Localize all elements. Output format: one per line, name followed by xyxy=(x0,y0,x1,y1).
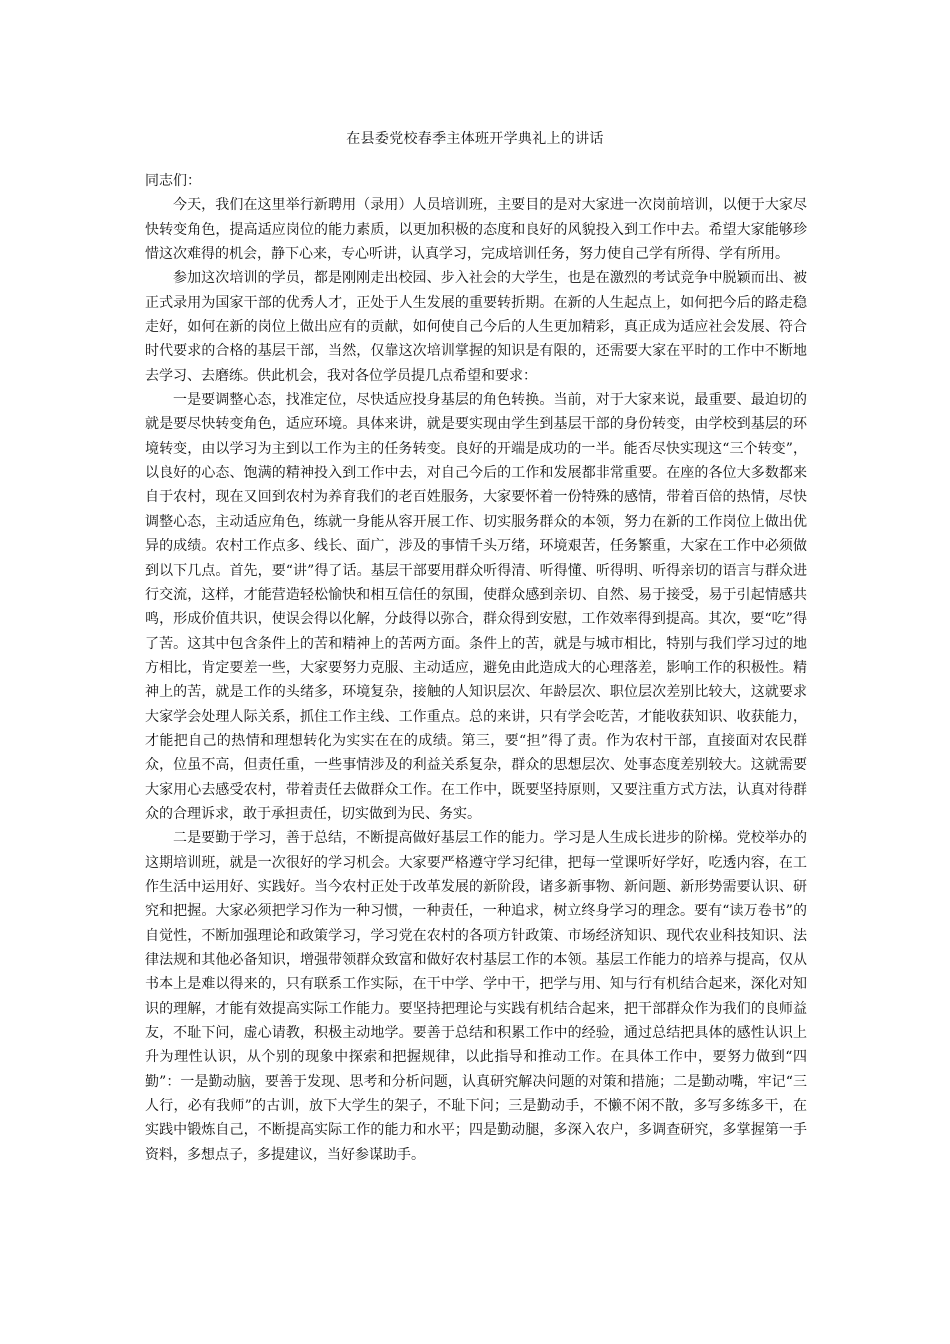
paragraph-4: 二是要勤于学习，善于总结，不断提高做好基层工作的能力。学习是人生成长进步的阶梯。党校举办的这期培训班，就是一次很好的学习机会。大家要严格遵守学习纪律，把每一堂课听好学好，吃透内容，在工作生活中运用好、实践好。当今农村正处于改革发展的新阶段，诸多新事物、新问题、新形势需要认识、研究和把握。大家必须把学习作为一种习惯，一种责任，一种追求，树立终身学习的理念。要有“读万卷书”的自觉性，不断加强理论和政策学习，学习党在农村的各项方针政策、市场经济知识、现代农业科技知识、法律法规和其他必备知识，增强带领群众致富和做好农村基层工作的本领。基层工作能力的培养与提高，仅从书本上是难以得来的，只有联系工作实际，在干中学、学中干，把学与用、知与行有机结合起来，深化对知识的理解，才能有效提高实际工作能力。要坚持把理论与实践有机结合起来，把干部群众作为我们的良师益友，不耻下问，虚心请教，积极主动地学。要善于总结和积累工作中的经验，通过总结把具体的感性认识上升为理性认识，从个别的现象中探索和把握规律，以此指导和推动工作。在具体工作中，要努力做到“四勤”：一是勤动脑，要善于发现、思考和分析问题，认真研究解决问题的对策和措施；二是勤动嘴，牢记“三人行，必有我师”的古训，放下大学生的架子，不耻下问；三是勤动手，不懒不闲不散，多写多练多干，在实践中锻炼自己，不断提高实际工作的能力和水平；四是勤动腿，多深入农户，多调查研究，多掌握第一手资料，多想点子，多提建议，当好参谋助手。 xyxy=(145,830,807,1163)
paragraph-2: 参加这次培训的学员，都是刚刚走出校园、步入社会的大学生，也是在激烈的考试竞争中脱颖而出、被正式录用为国家干部的优秀人才，正处于人生发展的重要转折期。在新的人生起点上，如何把今后的路走稳走好，如何在新的岗位上做出应有的贡献，如何使自己今后的人生更加精彩，真正成为适应社会发展、符合时代要求的合格的基层干部，当然，仅靠这次培训掌握的知识是有限的，还需要大家在平时的工作中不断地去学习、去磨练。供此机会，我对各位学员提几点希望和要求： xyxy=(145,270,807,384)
document-body xyxy=(145,169,807,1167)
paragraph-3: 一是要调整心态，找准定位，尽快适应投身基层的角色转换。当前，对于大家来说，最重要、最迫切的就是要尽快转变角色，适应环境。具体来讲，就是要实现由学生到基层干部的身份转变，由学校到基层的环境转变，由以学习为主到以工作为主的任务转变。良好的开端是成功的一半。能否尽快实现这“三个转变”，以良好的心态、饱满的精神投入到工作中去，对自己今后的工作和发展都非常重要。在座的各位大多数都来自于农村，现在又回到农村为养育我们的老百姓服务，大家要怀着一份特殊的感情，带着百倍的热情，尽快调整心态，主动适应角色，练就一身能从容开展工作、切实服务群众的本领，努力在新的工作岗位上做出优异的成绩。农村工作点多、线长、面广，涉及的事情千头万绪，环境艰苦，任务繁重，大家在工作中必须做到以下几点。首先，要“讲”得了话。基层干部要用群众听得清、听得懂、听得明、听得亲切的语言与群众进行交流，这样，才能营造轻松愉快和相互信任的氛围，使群众感到亲切、自然、易于接受，易于引起情感共鸣，形成价值共识，使误会得以化解，分歧得以弥合，群众得到安慰，工作效率得到提高。其次，要“吃”得了苦。这其中包含条件上的苦和精神上的苦两方面。条件上的苦，就是与城市相比，特别与我们学习过的地方相比，肯定要差一些，大家要努力克服、主动适应，避免由此造成大的心理落差，影响工作的积极性。精神上的苦，就是工作的头绪多，环境复杂，接触的人知识层次、年龄层次、职位层次差别比较大，这就要求大家学会处理人际关系，抓住工作主线、工作重点。总的来讲，只有学会吃苦，才能收获知识、收获能力，才能把自己的热情和理想转化为实实在在的成绩。第三，要“担”得了责。作为农村干部，直接面对农民群众，位虽不高，但责任重，一些事情涉及的利益关系复杂，群众的思想层次、处事态度差别较大。这就需要大家用心去感受农村，带着责任去做群众工作。在工作中，既要坚持原则，又要注重方式方法，认真对待群众的合理诉求，敢于承担责任，切实做到为民、务实。 xyxy=(145,392,807,822)
salutation: 同志们： xyxy=(145,173,201,189)
paragraph-1: 今天，我们在这里举行新聘用（录用）人员培训班，主要目的是对大家进一次岗前培训，以便于大家尽快转变角色，提高适应岗位的能力素质，以更加积极的态度和良好的风貌投入到工作中去。希望大家能够珍惜这次难得的机会，静下心来，专心听讲，认真学习，完成培训任务，努力使自己学有所得、学有所用。 xyxy=(145,197,807,263)
document-title: 在县委党校春季主体班开学典礼上的讲话 xyxy=(346,131,604,147)
